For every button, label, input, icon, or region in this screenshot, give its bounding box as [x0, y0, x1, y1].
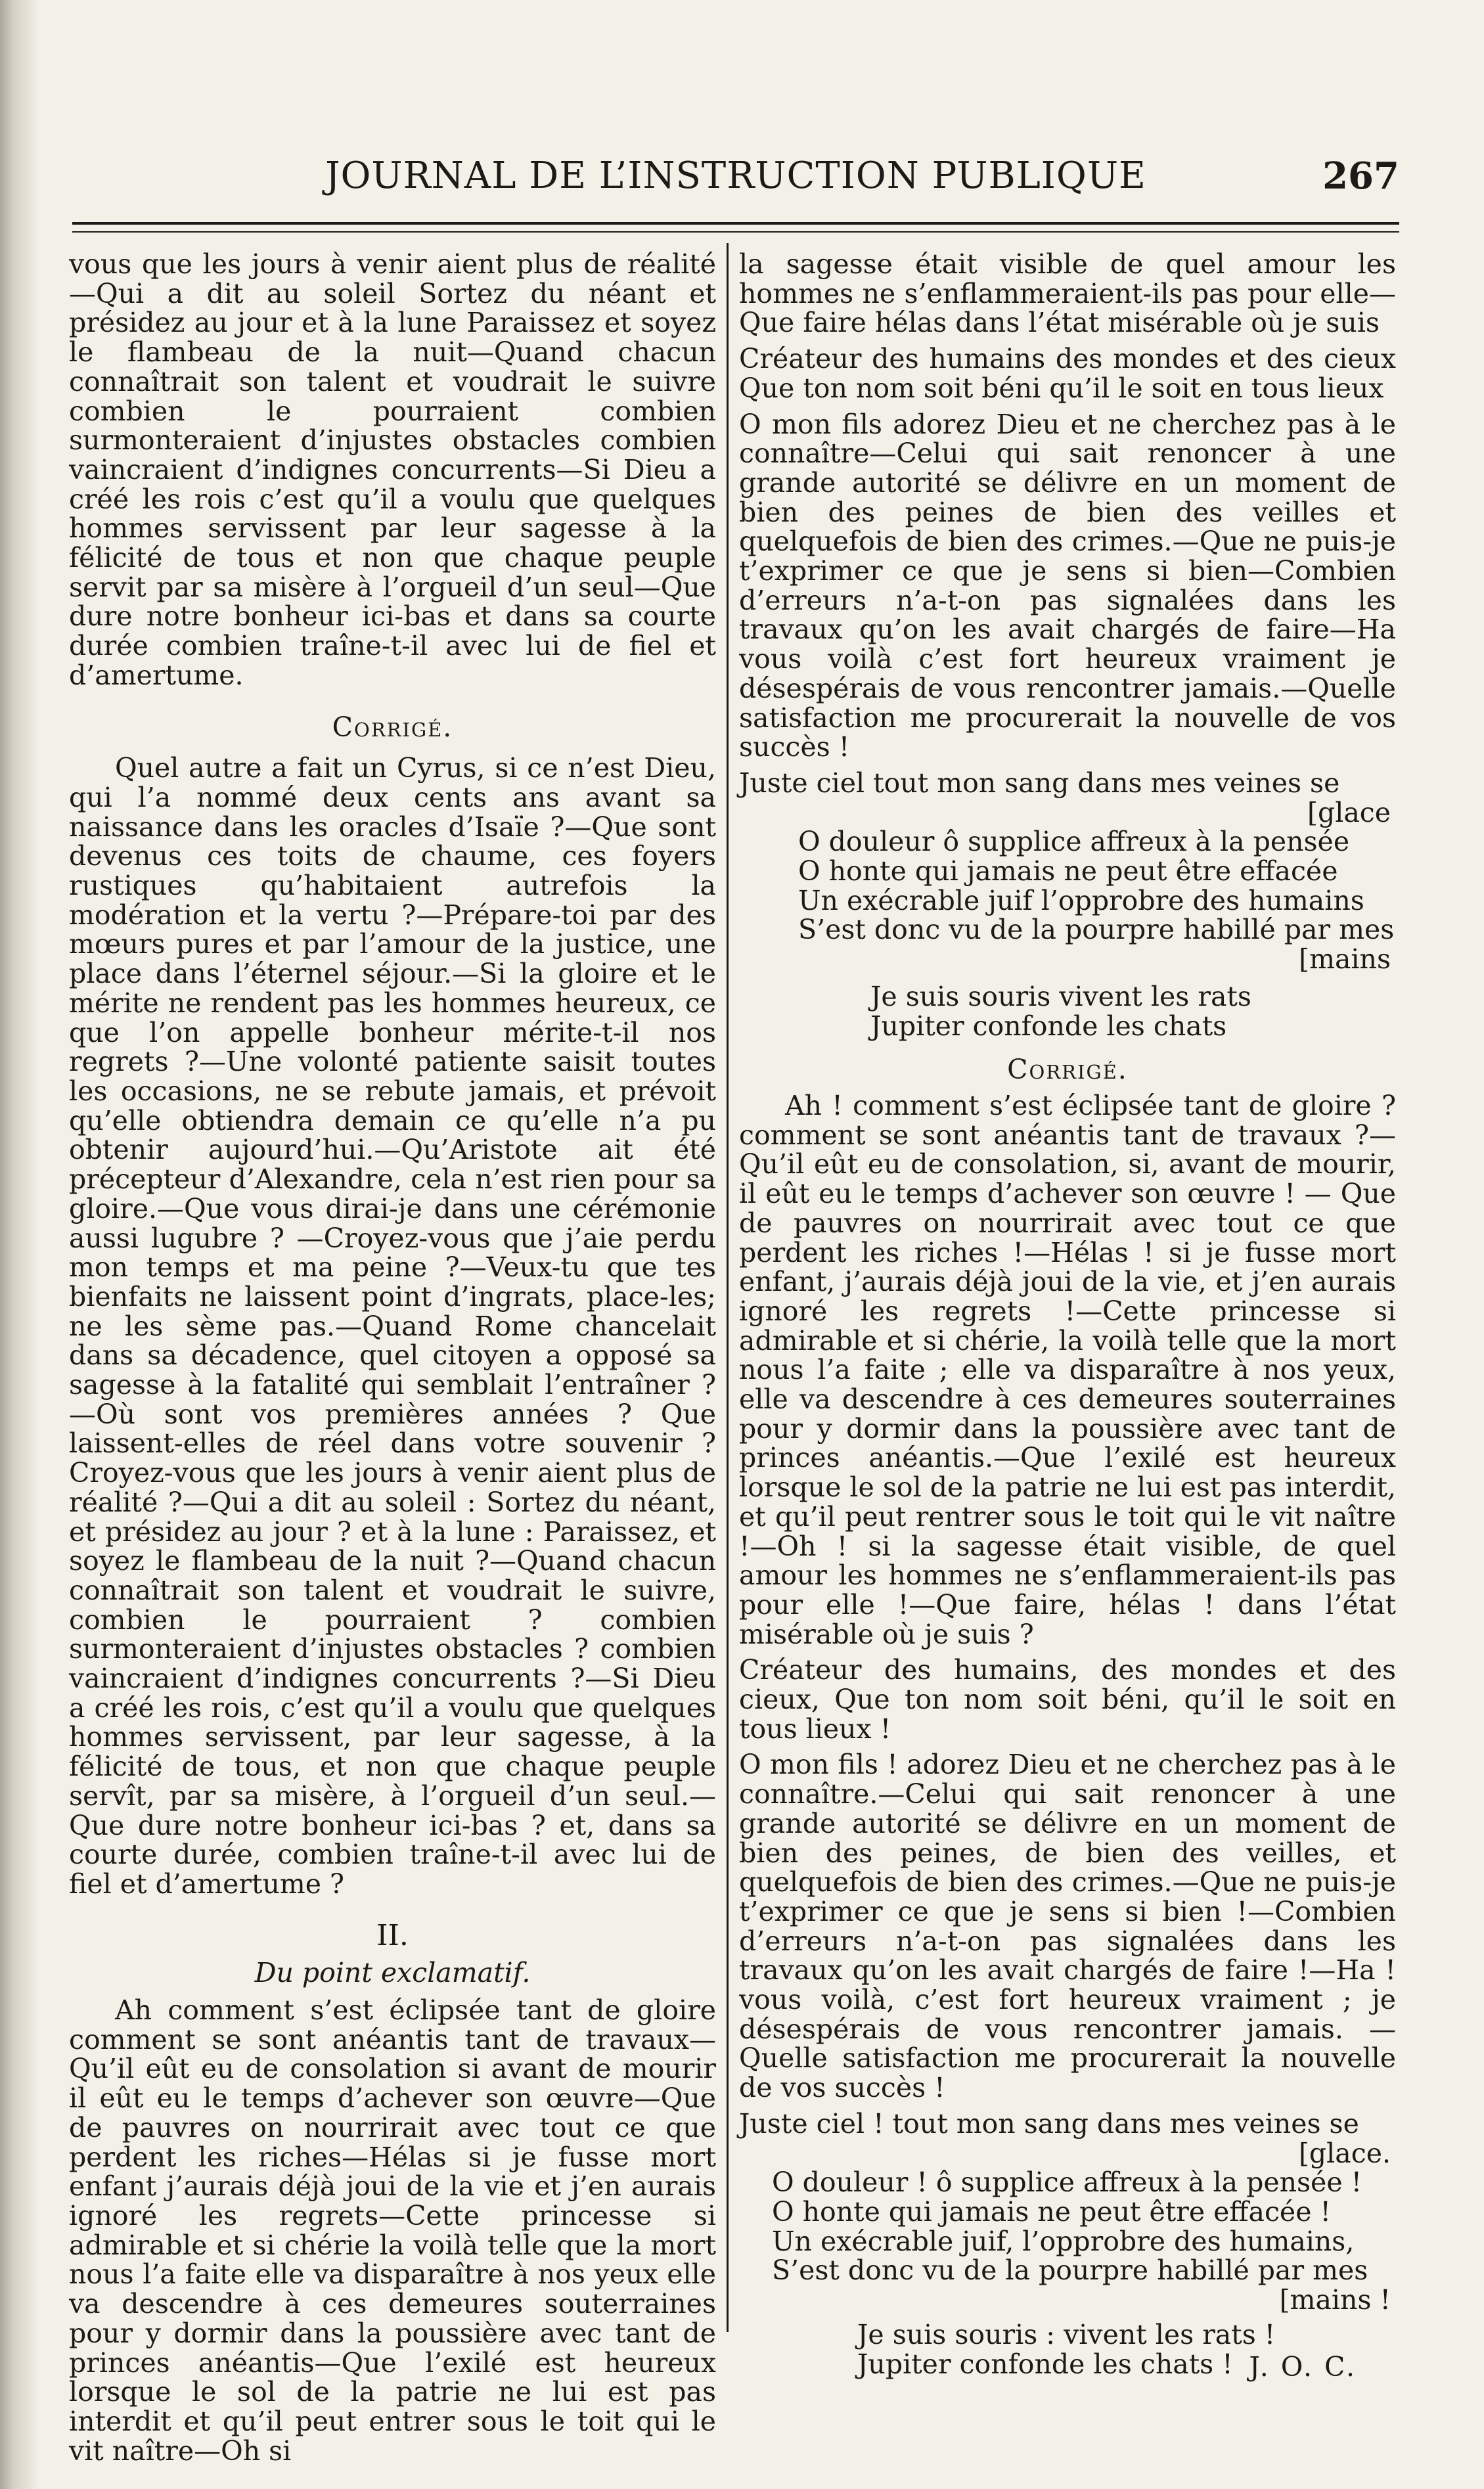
corrige-verse-lines: Créateur des humains, des mondes et des cieux, Que ton nom soit béni, qu’il le soit en tous lieux ! [739, 1654, 1396, 1745]
verse-line: Je suis souris : vivent les rats ! [857, 2318, 1276, 2350]
verse-tail-glace: [glace [1307, 796, 1391, 828]
scan-edge-shadow [0, 0, 39, 2489]
verse-block-2 [739, 982, 1396, 1041]
corrige-juste-ciel: Juste ciel ! tout mon sang dans mes veines se [739, 2107, 1359, 2140]
verse-line: O douleur ! ô supplice affreux à la pensée ! [772, 2166, 1362, 2199]
right-column [739, 248, 1396, 2383]
verse-line: Un exécrable juif l’opprobre des humains [798, 884, 1364, 916]
verse-tail-mains: [mains ! [1279, 2284, 1391, 2316]
exercise-prose: O mon fils adorez Dieu et ne cherchez pas à le connaître—Celui qui sait renoncer à une grande autorité se délivre en un moment de bien des peines de bien des veilles et quelquefois de bien des crimes.—Que ne puis-je t’exprimer ce que je sens si bien—Combien d’erreurs n’a-t-on pas signalées dans les travaux qu’on les avait chargés de faire—Ha vous voilà c’est fort heureux vraiment je désespérais de vous rencontrer jamais.—Quelle satisfaction me procurerait la nouvelle de vos succès ! [739, 408, 1396, 763]
verse-line: O douleur ô supplice affreux à la pensée [798, 826, 1350, 858]
column-divider [727, 243, 729, 2332]
verse-line: Jupiter confonde les chats ! [857, 2348, 1233, 2380]
verse-line: Je suis souris vivent les rats [870, 980, 1251, 1012]
verse-line: O honte qui jamais ne peut être effacée ! [772, 2196, 1331, 2228]
verse-line: S’est donc vu de la pourpre habillé par mes [798, 914, 1395, 946]
journal-title: JOURNAL DE L’INSTRUCTION PUBLIQUE [325, 154, 1146, 197]
verse-line: Un exécrable juif, l’opprobre des humains, [772, 2225, 1355, 2257]
running-head [72, 148, 1399, 207]
verse-line: Jupiter confonde les chats [870, 1010, 1227, 1042]
verse-line: O honte qui jamais ne peut être effacée [798, 855, 1338, 887]
verse-line: S’est donc vu de la pourpre habillé par mes [772, 2254, 1368, 2287]
page-number: 267 [1322, 154, 1399, 198]
verse-block-3 [739, 2168, 1396, 2315]
corrige-prose: O mon fils ! adorez Dieu et ne cherchez pas à le connaître.—Celui qui sait renoncer à une grande autorité se délivre en un moment de bien des peines, de bien des veilles, et quelquefois de bien des crimes.—Que ne puis-je t’exprimer ce que je sens si bien !—Combien d’erreurs n’a-t-on pas signalées dans les travaux qu’on les avait chargés de faire !—Ha ! vous voilà, c’est fort heureux vraiment ; je désespérais de vous rencontrer jamais. —Quelle satisfaction me procurerait la nouvelle de vos succès ! [739, 1749, 1396, 2104]
corrige-heading-left: Corrigé. [332, 711, 453, 743]
exercise-continued: la sagesse était visible de quel amour les hommes ne s’enflammeraient-ils pas pour elle—Que faire hélas dans l’état misérable où je suis [739, 248, 1396, 339]
corrige-text-left: Quel autre a fait un Cyrus, si ce n’est Dieu, qui l’a nommé deux cents ans avant sa naissance dans les oracles d’Isaïe ?—Que sont devenus ces toits de chaume, ces foyers rustiques qu’habitaient autrefois la modération et la vertu ?—Prépare-toi par des mœurs pures et par l’amour de la justice, une place dans l’éternel séjour.—Si la gloire et le mérite ne rendent pas les hommes heureux, ce que l’on appelle bonheur mérite-t-il nos regrets ?—Une volonté patiente saisit toutes les occasions, ne se rebute jamais, et prévoit qu’elle obtiendra demain ce qu’elle n’a pu obtenir aujourd’hui.—Qu’Aristote ait été précepteur d’Alexandre, cela n’est rien pour sa gloire.—Que vous dirai-je dans une cérémonie aussi lugubre ? —Croyez-vous que j’aie perdu mon temps et ma peine ?—Veux-tu que tes bienfaits ne laissent point d’ingrats, place-les; ne les sème pas.—Quand Rome chancelait dans sa décadence, quel citoyen a opposé sa sagesse à la fatalité qui semblait l’entraîner ?—Où sont vos premières années ? Que laissent-elles de réel dans votre souvenir ? Croyez-vous que les jours à venir aient plus de réalité ?—Qui a dit au soleil : Sortez du néant, et présidez au jour ? et à la lune : Paraissez, et soyez le flambeau de la nuit ?—Quand chacun connaîtrait son talent et voudrait le suivre, combien le pourraient ? combien surmonteraient d’injustes obstacles ? combien vaincraient d’indignes concurrents ?—Si Dieu a créé les rois, c’est qu’il a voulu que quelques hommes servissent, par leur sagesse, à la félicité de tous, et non que chaque peuple servît, par sa misère, à l’orgueil d’un seul.—Que dure notre bonheur ici-bas ? et, dans sa courte durée, combien traîne-t-il avec lui de fiel et d’amertume ? [69, 752, 716, 1900]
verse-tail-mains: [mains [1299, 943, 1391, 975]
left-column [69, 248, 716, 2467]
verse-block-1 [739, 827, 1396, 974]
section-number: II. [376, 1918, 409, 1952]
corrige-exclamation-text: Ah ! comment s’est éclipsée tant de gloire ? comment se sont anéantis tant de travaux ?—Qu’il eût eu de consolation, si, avant de mourir, il eût eu le temps d’achever son œuvre ! — Que de pauvres on nourrirait avec tout ce que perdent les riches !—Hélas ! si je fusse mort enfant, j’aurais déjà joui de la vie, et j’en aurais ignoré les regrets !—Cette princesse si admirable et si chérie, la voilà telle que la mort nous l’a faite ; elle va disparaître à nos yeux, elle va descendre à ces demeures souterraines pour y dormir dans la poussière avec tant de princes anéantis.—Que l’exilé est heureux lorsque le sol de la patrie ne lui est pas interdit, et qu’il peut rentrer sous le toit qui le vit naître !—Oh ! si la sagesse était visible, de quel amour les hommes ne s’enflammeraient-ils pas pour elle !—Que faire, hélas ! dans l’état misérable où je suis ? [739, 1089, 1396, 1650]
author-signature: J. O. C. [1249, 2351, 1357, 2383]
header-rule-thick [72, 222, 1399, 225]
exercise-juste-ciel: Juste ciel tout mon sang dans mes veines se [739, 767, 1340, 799]
section-title: Du point exclamatif. [254, 1957, 531, 1989]
header-rule-thin [72, 231, 1399, 233]
corrige-heading-right: Corrigé. [1007, 1054, 1128, 1086]
exercise-text-end: vous que les jours à venir aient plus de réalité—Qui a dit au soleil Sortez du néant et présidez au jour et à la lune Paraissez et soyez le flambeau de la nuit—Quand chacun connaîtrait son talent et voudrait le suivre combien le pourraient combien surmonteraient d’injustes obstacles combien vaincraient d’indignes concurrents—Si Dieu a créé les rois c’est qu’il a voulu que quelques hommes servissent par leur sagesse à la félicité de tous et non que chaque peuple servit par sa misère à l’orgueil d’un seul—Que dure notre bonheur ici-bas et dans sa courte durée combien traîne-t-il avec lui de fiel et d’amertume. [69, 248, 716, 691]
exercise-verse-lines: Créateur des humains des mondes et des cieux Que ton nom soit béni qu’il le soit en tous lieux [739, 343, 1396, 404]
corrige-tail-glace: [glace. [1298, 2137, 1391, 2169]
exercise-exclamation-text: Ah comment s’est éclipsée tant de gloire comment se sont anéantis tant de travaux—Qu’il eût eu de consolation si avant de mourir il eût eu le temps d’achever son œuvre—Que de pauvres on nourrirait avec tout ce que perdent les riches—Hélas si je fusse mort enfant j’aurais déjà joui de la vie et j’en aurais ignoré les regrets—Cette princesse si admirable et si chérie la voilà telle que la mort nous l’a faite elle va disparaître à nos yeux elle va descendre à ces demeures souterraines pour y dormir dans la poussière avec tant de princes anéantis—Que l’exilé est heureux lorsque le sol de la patrie ne lui est pas interdit et qu’il peut entrer sous le toit qui le vit naître—Oh si [69, 1994, 716, 2467]
